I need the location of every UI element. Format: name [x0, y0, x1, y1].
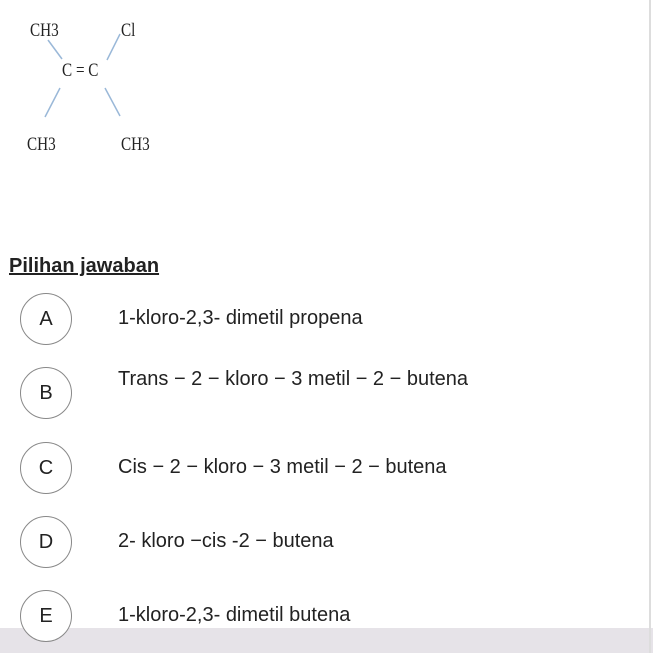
- option-letter[interactable]: D: [20, 516, 72, 568]
- bottom-bar: [0, 628, 653, 653]
- ch3-bottom-right: CH3: [121, 134, 150, 155]
- right-border: [649, 0, 651, 653]
- option-text: 1-kloro-2,3- dimetil butena: [118, 604, 351, 626]
- double-bond-label: C = C: [62, 60, 99, 81]
- ch3-bottom-left: CH3: [27, 134, 56, 155]
- ch3-top-left: CH3: [30, 20, 59, 41]
- cl-label: Cl: [121, 20, 136, 41]
- answer-heading: Pilihan jawaban: [9, 255, 160, 277]
- option-text: Cis − 2 − kloro − 3 metil − 2 − butena: [118, 456, 447, 478]
- option-letter[interactable]: E: [20, 590, 72, 642]
- option-letter[interactable]: B: [20, 367, 72, 419]
- option-text: Trans − 2 − kloro − 3 metil − 2 − butena: [118, 368, 469, 390]
- option-text: 1-kloro-2,3- dimetil propena: [118, 307, 363, 329]
- option-letter[interactable]: C: [20, 442, 72, 494]
- option-letter[interactable]: A: [20, 293, 72, 345]
- option-text: 2- kloro −cis -2 − butena: [118, 530, 334, 552]
